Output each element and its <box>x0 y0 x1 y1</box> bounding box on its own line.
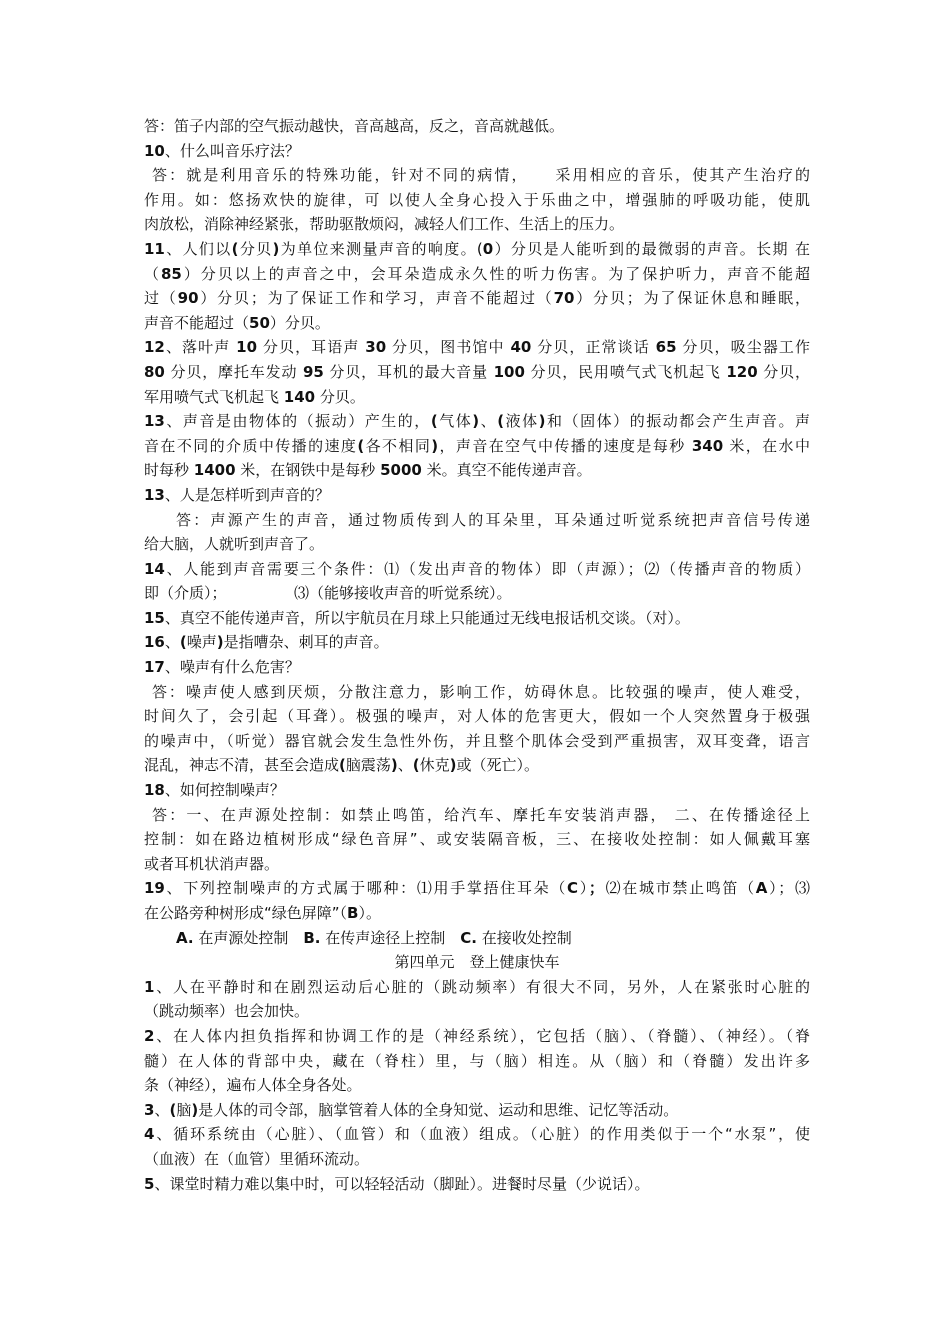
text-run: 答：一、在声源处控制：如禁止鸣笛，给汽车、摩托车安装消声器， 二、在传播途径上 <box>152 805 810 824</box>
text-run: （ <box>144 264 161 283</box>
bold-text-run: ) <box>390 756 398 775</box>
text-run: 各不相同 <box>364 436 432 455</box>
text-run: ）分贝以上的声音之中，会耳朵造成永久性的听力伤害。为了保护听力，声音不能超 <box>181 264 810 283</box>
text-run: 答：就是利用音乐的特殊功能，针对不同的病情， 采用相应的音乐，使其产生治疗的 <box>152 166 810 185</box>
text-line <box>144 409 810 434</box>
text-run: 时间久了，会引起（耳聋）。极强的噪声，对人体的危害更大，假如一个人突然置身于极强 <box>144 707 810 726</box>
bold-text-run: ( <box>430 412 438 431</box>
text-run: 脑 <box>176 1100 192 1119</box>
bold-text-run: B <box>347 904 359 922</box>
text-run: 、人是怎样听到声音的？ <box>164 485 330 504</box>
bold-text-run: 80 <box>144 362 165 381</box>
bold-text-run: ( <box>339 756 346 775</box>
text-run: 、在人体内担负指挥和协调工作的是（神经系统），它包括（脑）、（脊髓）、（神经）。（脊 <box>154 1026 810 1045</box>
text-run: 分贝，吸尘器工作 <box>676 338 810 357</box>
text-run: 、循环系统由（心脏）、（血管）和（血液）组成。（心脏）的作用类似于一个“水泵”，使 <box>154 1125 810 1144</box>
text-run: 音在不同的介质中传播的速度 <box>144 436 358 455</box>
text-line <box>144 827 810 852</box>
text-run: （跳动频率）也会加快。 <box>144 1002 310 1021</box>
bold-text-run: 50 <box>249 313 270 332</box>
text-run: 米。真空不能传递声音。 <box>421 461 592 480</box>
text-run: 米，在水中 <box>723 436 810 455</box>
bold-text-run: 1400 <box>193 461 236 480</box>
text-run: 、 <box>479 412 498 431</box>
text-run: ，声音在空气中传播的速度是每秒 <box>438 436 692 455</box>
text-line <box>144 606 810 631</box>
bold-text-run: A. <box>176 928 194 947</box>
text-run: 条（神经），遍布人体全身各处。 <box>144 1076 362 1095</box>
text-run: 或（死亡）。 <box>456 756 540 775</box>
text-run: 过（ <box>144 289 178 308</box>
text-line <box>144 1098 810 1123</box>
text-run: 、什么叫音乐疗法？ <box>164 141 300 160</box>
text-line <box>144 458 810 483</box>
text-run: 、落叶声 <box>164 338 237 357</box>
bold-text-run: 13 <box>144 412 165 431</box>
bold-text-run: 10 <box>236 338 258 357</box>
bold-text-run: 3 <box>144 1100 155 1119</box>
text-run: 休克 <box>419 756 450 775</box>
question-heading <box>144 483 810 508</box>
text-line <box>144 188 810 213</box>
text-run: 分贝 <box>238 239 273 258</box>
text-line <box>144 1122 810 1147</box>
bold-text-run: ) <box>272 239 280 258</box>
text-line <box>144 753 810 778</box>
options-line <box>144 926 810 951</box>
text-line <box>144 557 810 582</box>
bold-text-run: 0 <box>482 239 494 258</box>
text-run: 控制：如在路边植树形成“绿色音屏”、或安装隔音板，三、在接收处控制：如人佩戴耳塞 <box>144 830 810 849</box>
question-heading <box>144 778 810 803</box>
bold-text-run: 10 <box>144 141 165 160</box>
text-run: 分贝，图书馆中 <box>386 338 511 357</box>
text-line <box>144 385 810 410</box>
text-run: 、课堂时精力难以集中时，可以轻轻活动（脚趾）。进餐时尽量（少说话）。 <box>154 1174 650 1193</box>
text-run: 液体 <box>504 412 539 431</box>
text-run: 声音不能超过（ <box>144 313 250 332</box>
bold-text-run: 340 <box>691 436 724 455</box>
text-run: ）分贝；为了保证工作和学习，声音不能超过（ <box>198 289 554 308</box>
text-run: 、 <box>164 633 180 652</box>
text-line <box>144 876 810 901</box>
text-run: 时每秒 <box>144 461 194 480</box>
bold-text-run: ( <box>169 1100 177 1119</box>
bold-text-run: C. <box>460 928 478 947</box>
bold-text-run: 17 <box>144 658 165 677</box>
bold-text-run: ) <box>538 412 546 431</box>
text-run: 、声音是由物体的（振动）产生的， <box>164 412 431 431</box>
text-run: 分贝，民用喷气式飞机起飞 <box>524 362 727 381</box>
bold-text-run: 2 <box>144 1026 155 1045</box>
bold-text-run: ( <box>497 412 505 431</box>
text-line <box>144 532 810 557</box>
bold-text-run: 100 <box>493 362 525 381</box>
bold-text-run: 70 <box>553 289 575 308</box>
bold-text-run: 5000 <box>380 461 422 480</box>
text-run: 答：声源产生的声音，通过物质传到人的耳朵里，耳朵通过听觉系统把声音信号传递 <box>176 510 810 529</box>
text-line <box>144 1024 810 1049</box>
text-line <box>144 581 810 606</box>
text-run: 、人在平静时和在剧烈运动后心脏的（跳动频率）有很大不同，另外，人在紧张时心脏的 <box>154 977 810 996</box>
question-heading <box>144 139 810 164</box>
text-run: ）分贝。 <box>269 313 330 332</box>
bold-text-run: 5 <box>144 1174 155 1193</box>
text-run: 作用。如：悠扬欢快的旋律，可 以使人全身心投入于乐曲之中，增强肺的呼吸功能，使肌 <box>144 190 810 209</box>
text-run: ）。 <box>358 904 381 922</box>
text-run: 是人体的司令部，脑掌管着人体的全身知觉、运动和思维、记忆等活动。 <box>198 1100 679 1119</box>
text-run: 、 <box>154 1100 170 1119</box>
text-run: 在传声途径上控制 <box>320 928 461 947</box>
text-run: ）；⑶ <box>767 879 810 898</box>
text-run: 、人能到声音需要三个条件：⑴（发出声音的物体）即（声源）；⑵（传播声音的物质） <box>164 559 810 578</box>
text-run: 的噪声中，（听觉）器官就会发生急性外伤，并且整个肌体会受到严重损害，双耳变聋，语言 <box>144 731 810 750</box>
text-run: 或者耳机状消声器。 <box>144 854 280 873</box>
bold-text-run: 95 <box>302 362 324 381</box>
bold-text-run: B. <box>303 928 321 947</box>
bold-text-run: 14 <box>144 559 165 578</box>
text-run: 气体 <box>437 412 473 431</box>
text-run: 分贝， <box>757 362 810 381</box>
text-line <box>144 1172 810 1197</box>
text-run: 分贝。 <box>315 387 365 406</box>
bold-text-run: 65 <box>655 338 677 357</box>
text-line <box>144 1073 810 1098</box>
bold-text-run: 19 <box>144 879 165 898</box>
bold-text-run: ( <box>412 756 420 775</box>
text-run: 肉放松，消除神经紧张，帮助驱散烦闷，减轻人们工作、生活上的压力。 <box>144 215 625 234</box>
text-run: 军用喷气式飞机起飞 <box>144 387 284 406</box>
answer-line <box>144 508 810 533</box>
bold-text-run: 85 <box>160 264 182 283</box>
text-run: 答：笛子内部的空气振动越快，音高越高，反之，音高就越低。 <box>144 117 565 135</box>
bold-text-run: 16 <box>144 633 165 652</box>
text-run: 、 <box>397 756 413 775</box>
text-line <box>144 901 810 926</box>
text-run: 第四单元 登上健康快车 <box>394 953 560 972</box>
bold-text-run: 11 <box>144 239 165 258</box>
bold-text-run: ； <box>588 879 604 898</box>
bold-text-run: ) <box>472 412 480 431</box>
text-line <box>144 311 810 336</box>
text-run: 在公路旁种树形成“绿色屏障”（ <box>144 904 348 922</box>
bold-text-run: 90 <box>177 289 199 308</box>
bold-text-run: 40 <box>510 338 532 357</box>
text-run: 为单位来测量声音的响度。( <box>279 239 483 258</box>
text-line <box>144 1147 810 1172</box>
answer-line <box>144 803 810 828</box>
text-run: 髓）在人体的背部中央，藏在（脊柱）里，与（脑）相连。从（脑）和（脊髓）发出许多 <box>144 1051 810 1070</box>
text-run: ）分贝是人能听到的最微弱的声音。长期 在 <box>493 239 810 258</box>
text-run: 和（固体）的振动都会产生声音。声 <box>545 412 810 431</box>
bold-text-run: 30 <box>365 338 387 357</box>
text-run: 是指嘈杂、刺耳的声音。 <box>223 633 389 652</box>
text-line <box>144 729 810 754</box>
text-run: ⑵在城市禁止鸣笛（ <box>603 879 756 898</box>
text-run: 脑震荡 <box>345 756 391 775</box>
text-run: 分贝，正常谈话 <box>531 338 656 357</box>
bold-text-run: ) <box>449 756 457 775</box>
question-heading <box>144 655 810 680</box>
text-line <box>144 114 810 139</box>
bold-text-run: 4 <box>144 1125 155 1144</box>
text-run: 、下列控制噪声的方式属于哪种：⑴用手掌捂住耳朵（ <box>164 879 568 898</box>
text-run: 噪声 <box>186 633 217 652</box>
bold-text-run: ) <box>431 436 439 455</box>
text-line <box>144 286 810 311</box>
text-line <box>144 975 810 1000</box>
text-line <box>144 212 810 237</box>
bold-text-run: 18 <box>144 781 165 800</box>
text-run: 、噪声有什么危害？ <box>164 658 300 677</box>
bold-text-run: 15 <box>144 608 165 627</box>
answer-line <box>144 680 810 705</box>
text-run: 在声源处控制 <box>193 928 304 947</box>
text-line <box>144 434 810 459</box>
text-run: 混乱，神志不清，甚至会造成 <box>144 756 340 775</box>
bold-text-run: ( <box>357 436 365 455</box>
bold-text-run: C <box>567 879 579 898</box>
bold-text-run: ( <box>231 239 239 258</box>
text-run: 米，在钢铁中是每秒 <box>235 461 381 480</box>
unit-heading <box>144 950 810 975</box>
text-line <box>144 999 810 1024</box>
text-run: ）分贝；为了保证休息和睡眠， <box>574 289 810 308</box>
text-run: 、如何控制噪声？ <box>164 781 285 800</box>
text-run: 分贝，摩托车发动 <box>164 362 303 381</box>
bold-text-run: 13 <box>144 485 165 504</box>
text-line <box>144 852 810 877</box>
text-line <box>144 630 810 655</box>
bold-text-run: ( <box>179 633 187 652</box>
text-line <box>144 262 810 287</box>
document-page <box>144 114 810 1196</box>
bold-text-run: 12 <box>144 338 165 357</box>
text-line <box>144 1049 810 1074</box>
text-run: 、人们以 <box>164 239 232 258</box>
bold-text-run: 1 <box>144 977 155 996</box>
text-run: 在接收处控制 <box>477 928 572 947</box>
answer-line <box>144 163 810 188</box>
text-run: 分贝，耳机的最大音量 <box>323 362 494 381</box>
text-line <box>144 360 810 385</box>
text-run: 、真空不能传递声音，所以宇航员在月球上只能通过无线电报话机交谈。（对）。 <box>164 608 690 627</box>
text-line <box>144 237 810 262</box>
text-run: 分贝，耳语声 <box>257 338 366 357</box>
bold-text-run: ) <box>191 1100 199 1119</box>
text-run: 即（介质）； ⑶（能够接收声音的听觉系统）。 <box>144 584 512 603</box>
bold-text-run: A <box>755 879 768 898</box>
text-run: 答：噪声使人感到厌烦，分散注意力，影响工作，妨碍休息。比较强的噪声，使人难受， <box>152 682 810 701</box>
text-run: ） <box>578 879 589 898</box>
bold-text-run: ) <box>216 633 224 652</box>
bold-text-run: 140 <box>283 387 316 406</box>
text-line <box>144 335 810 360</box>
bold-text-run: 120 <box>726 362 758 381</box>
text-run: 给大脑，人就听到声音了。 <box>144 535 325 554</box>
text-run: （血液）在（血管）里循环流动。 <box>144 1149 370 1168</box>
text-line <box>144 704 810 729</box>
